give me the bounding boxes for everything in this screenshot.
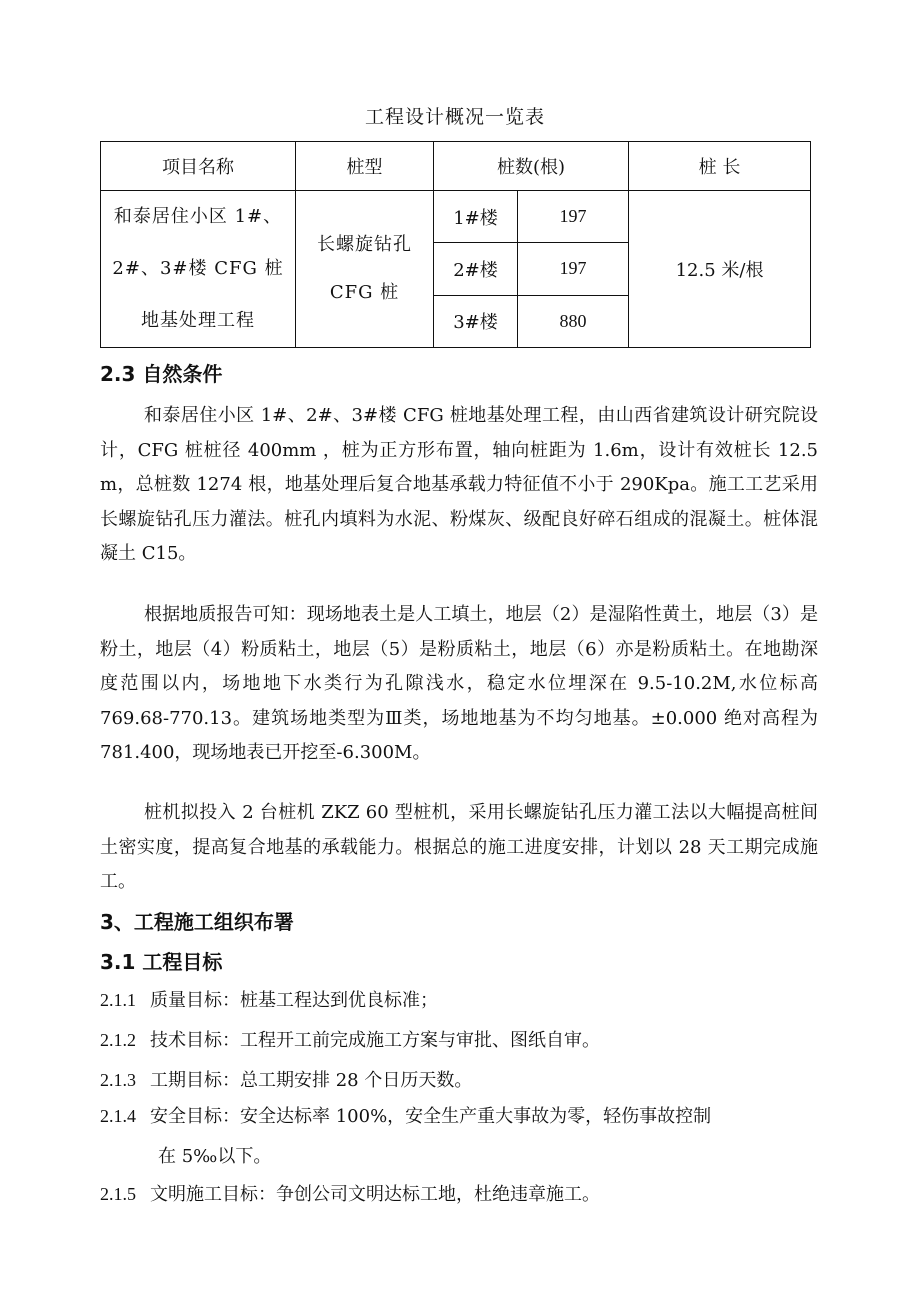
goal-text: 工期目标：总工期安排 28 个日历天数。: [150, 1070, 473, 1091]
pile-type-line: 长螺旋钻孔: [317, 234, 412, 255]
goal-item: [100, 980, 818, 1021]
goal-text: 文明施工目标：争创公司文明达标工地，杜绝违章施工。: [150, 1184, 600, 1205]
paragraph: 和泰居住小区 1#、2#、3#楼 CFG 桩地基处理工程，由山西省建筑设计研究院设计，CFG 桩桩径 400mm ，桩为正方形布置，轴向桩距为 1.6m，设计有效桩长 12.5 m，总桩数 1274 根，地基处理后复合地基承载力特征值不小于 290Kpa。施工工艺采用长螺旋钻孔压力灌法。桩孔内填料为水泥、粉煤灰、级配良好碎石组成的混凝土。桩体混凝土 C15。: [100, 405, 818, 564]
section-heading-3: 3、工程施工组织布署: [100, 910, 294, 934]
goal-number: 2.1.3: [100, 1070, 136, 1090]
pile-type-cell: [296, 191, 434, 348]
goal-number: 2.1.4: [100, 1106, 136, 1126]
table-row: [101, 191, 811, 243]
building-cell: 3#楼: [434, 295, 518, 347]
header-project-name: 项目名称: [101, 142, 296, 191]
goal-number: 2.1.5: [100, 1184, 136, 1204]
project-name-line: 和泰居住小区 1#、: [113, 206, 283, 227]
count-cell: 197: [518, 243, 629, 295]
project-summary-table: [100, 141, 811, 348]
building-cell: 1#楼: [434, 191, 518, 243]
paragraph: 桩机拟投入 2 台桩机 ZKZ 60 型桩机，采用长螺旋钻孔压力灌工法以大幅提高桩间土密实度，提高复合地基的承载能力。根据总的施工进度安排，计划以 28 天工期完成施工。: [100, 802, 818, 892]
goal-item: [100, 1174, 818, 1215]
header-pile-type: 桩型: [296, 142, 434, 191]
goal-number: 2.1.1: [100, 990, 136, 1010]
goal-text-continued: 在 5‰以下。: [158, 1146, 272, 1167]
goal-text: 技术目标：工程开工前完成施工方案与审批、图纸自审。: [150, 1030, 600, 1051]
header-pile-length: 桩 长: [629, 142, 811, 191]
goal-number: 2.1.2: [100, 1030, 136, 1050]
header-pile-count: 桩数(根): [434, 142, 629, 191]
goal-item: [100, 1020, 818, 1061]
project-name-cell: [101, 191, 296, 348]
section-heading-3-1: 3.1 工程目标: [100, 950, 223, 974]
project-name-line: 地基处理工程: [141, 310, 255, 331]
section-heading-2-3: 2.3 自然条件: [100, 362, 223, 386]
goal-text: 质量目标：桩基工程达到优良标准；: [150, 990, 438, 1011]
goal-item: [100, 1096, 818, 1177]
project-name-line: 2#、3#楼 CFG 桩: [112, 258, 284, 279]
table-title: 工程设计概况一览表: [364, 106, 545, 128]
count-cell: 880: [518, 295, 629, 347]
goal-text: 安全目标：安全达标率 100%，安全生产重大事故为零，轻伤事故控制: [150, 1106, 712, 1127]
count-cell: 197: [518, 191, 629, 243]
paragraph: 根据地质报告可知：现场地表土是人工填土，地层（2）是湿陷性黄土，地层（3）是粉土，地层（4）粉质粘土，地层（5）是粉质粘土，地层（6）亦是粉质粘土。在地勘深度范围以内，场地地下水类行为孔隙浅水，稳定水位埋深在 9.5-10.2M,水位标高 769.68-770.13。建筑场地类型为Ⅲ类，场地地基为不均匀地基。±0.000 绝对高程为 781.400，现场地表已开挖至-6.300M。: [100, 604, 818, 763]
goal-item: [100, 1060, 818, 1101]
building-cell: 2#楼: [434, 243, 518, 295]
pile-type-line: CFG 桩: [329, 282, 400, 303]
pile-length-cell: 12.5 米/根: [629, 191, 811, 348]
table-header-row: [101, 142, 811, 191]
